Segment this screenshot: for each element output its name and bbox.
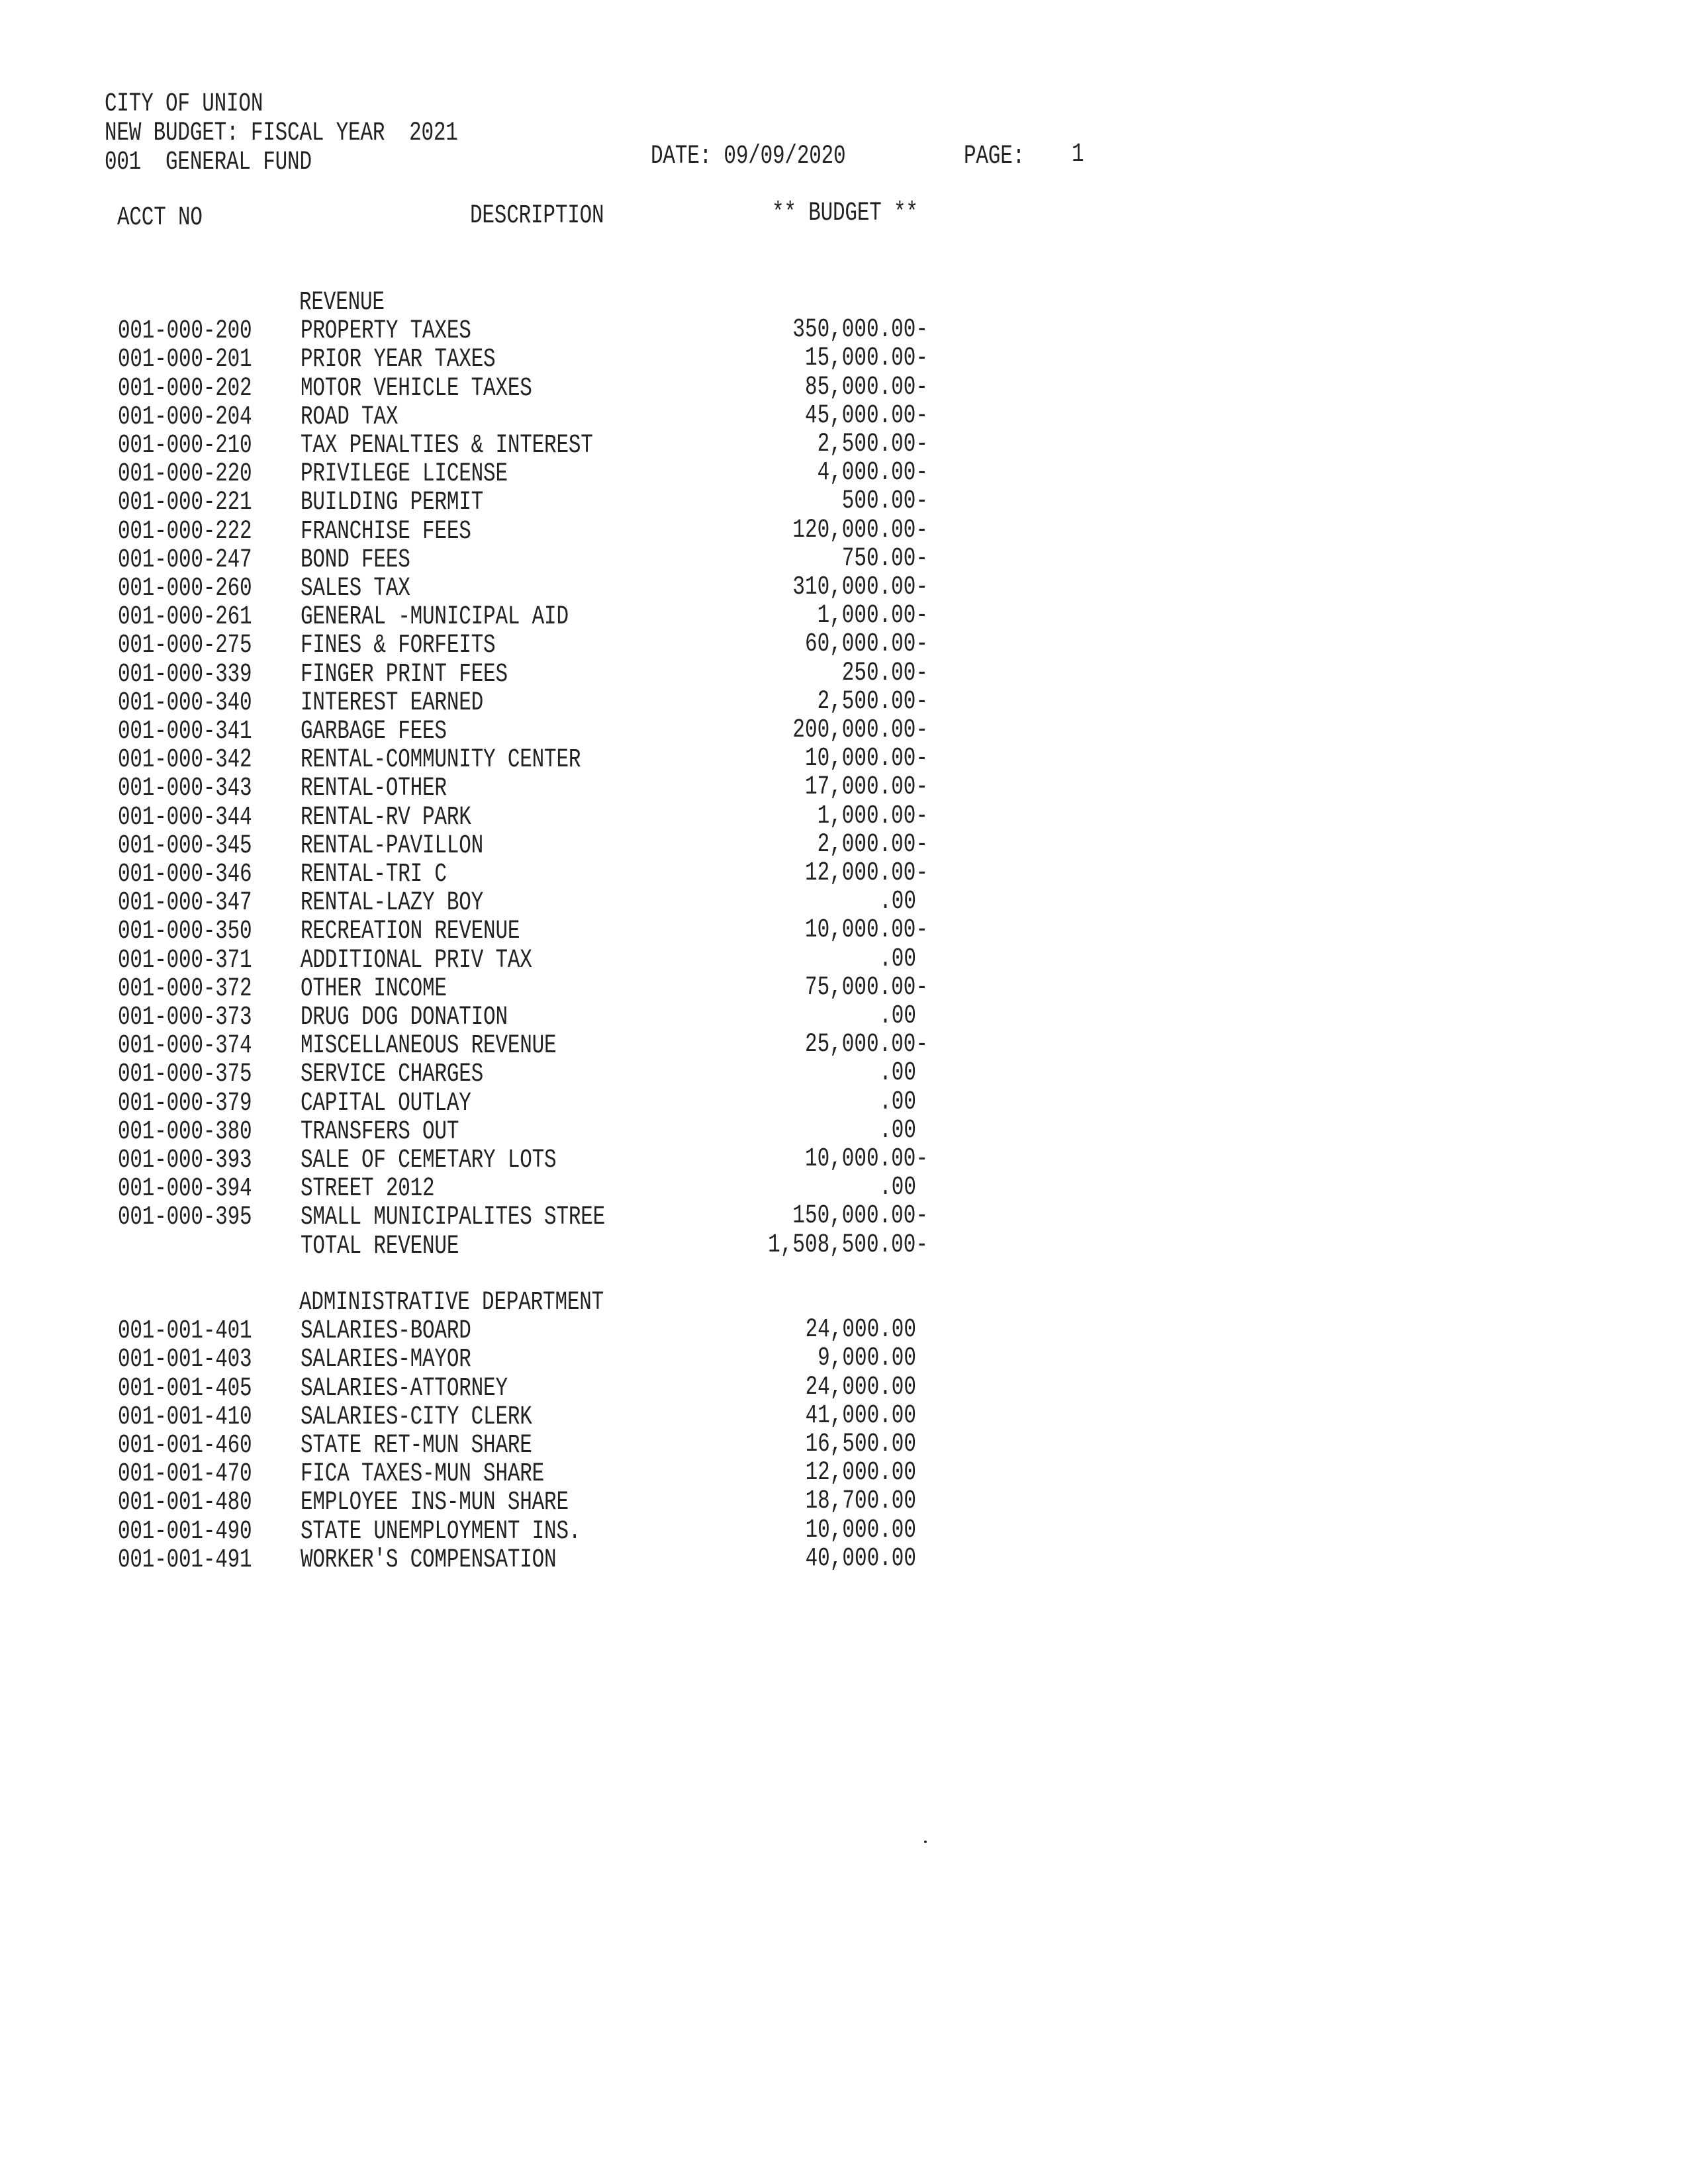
budget-amount: 120,000.00- <box>792 515 928 545</box>
account-number: 001-000-373 <box>118 1002 252 1033</box>
budget-amount: 9,000.00 <box>818 1343 916 1374</box>
account-number: 001-001-491 <box>118 1545 252 1575</box>
account-description: SALARIES-CITY CLERK <box>301 1402 532 1432</box>
budget-amount: 1,000.00- <box>817 801 928 831</box>
budget-amount: 350,000.00- <box>792 314 928 345</box>
account-number: 001-000-344 <box>118 802 252 833</box>
section-title: ADMINISTRATIVE DEPARTMENT <box>299 1287 604 1318</box>
account-description: TRANSFERS OUT <box>301 1116 459 1147</box>
budget-amount: 10,000.00 <box>805 1515 916 1545</box>
account-number: 001-000-347 <box>118 887 252 919</box>
budget-amount: .00 <box>879 886 916 917</box>
account-description: GENERAL -MUNICIPAL AID <box>301 602 569 633</box>
account-number: 001-000-220 <box>118 459 252 490</box>
account-description: PRIVILEGE LICENSE <box>301 459 508 490</box>
budget-amount: 2,500.00- <box>817 429 928 460</box>
account-number: 001-000-341 <box>118 716 252 747</box>
budget-amount: 4,000.00- <box>817 457 928 488</box>
account-number: 001-000-221 <box>118 487 252 518</box>
account-number: 001-000-350 <box>118 916 252 947</box>
budget-amount: .00 <box>879 1172 916 1203</box>
org-name: CITY OF UNION <box>105 89 263 120</box>
report-date: DATE: 09/09/2020 <box>651 141 846 172</box>
account-number: 001-001-403 <box>118 1344 252 1375</box>
column-header-budget: ** BUDGET ** <box>772 198 918 229</box>
account-description: SALE OF CEMETARY LOTS <box>301 1145 557 1176</box>
account-description: SALES TAX <box>301 573 410 604</box>
account-description: MOTOR VEHICLE TAXES <box>301 373 532 404</box>
account-number: 001-000-379 <box>118 1088 252 1118</box>
account-description: STATE UNEMPLOYMENT INS. <box>301 1516 581 1547</box>
account-description: TOTAL REVENUE <box>301 1231 459 1261</box>
budget-amount: 25,000.00- <box>804 1029 928 1060</box>
budget-amount: 15,000.00- <box>804 343 928 374</box>
account-number: 001-000-372 <box>118 974 252 1004</box>
budget-amount: 24,000.00 <box>805 1372 916 1402</box>
column-header-acct: ACCT NO <box>117 203 203 234</box>
stray-mark <box>924 1841 927 1843</box>
budget-amount: 2,000.00- <box>817 829 928 860</box>
account-description: ROAD TAX <box>301 402 399 432</box>
budget-amount: 60,000.00- <box>804 629 928 660</box>
budget-amount: 75,000.00- <box>804 972 928 1003</box>
budget-amount: 12,000.00- <box>804 858 928 889</box>
account-number: 001-000-342 <box>118 745 252 776</box>
account-description: SALARIES-BOARD <box>301 1316 471 1347</box>
account-number: 001-000-222 <box>118 516 252 547</box>
budget-amount: 1,508,500.00- <box>768 1230 928 1260</box>
account-description: WORKER'S COMPENSATION <box>301 1545 557 1575</box>
budget-amount: 41,000.00 <box>805 1400 916 1431</box>
account-number: 001-001-410 <box>118 1402 252 1432</box>
account-number: 001-000-260 <box>118 573 252 604</box>
account-description: OTHER INCOME <box>301 974 447 1004</box>
account-number: 001-000-371 <box>118 945 252 976</box>
account-description: PRIOR YEAR TAXES <box>301 344 496 375</box>
account-number: 001-000-395 <box>118 1202 252 1233</box>
fund-name: 001 GENERAL FUND <box>105 147 312 178</box>
account-description: GARBAGE FEES <box>301 716 447 747</box>
account-number: 001-000-375 <box>118 1059 252 1090</box>
account-number: 001-000-201 <box>118 344 252 375</box>
budget-amount: 12,000.00 <box>805 1457 916 1488</box>
account-number: 001-000-200 <box>118 316 252 347</box>
budget-amount: .00 <box>879 1115 916 1146</box>
account-description: FICA TAXES-MUN SHARE <box>301 1459 545 1490</box>
budget-amount: .00 <box>879 1058 916 1089</box>
account-number: 001-000-340 <box>118 688 252 718</box>
budget-amount: 17,000.00- <box>804 772 928 803</box>
budget-amount: 10,000.00- <box>804 743 928 774</box>
account-number: 001-001-490 <box>118 1516 252 1547</box>
account-number: 001-000-394 <box>118 1173 252 1205</box>
budget-amount: 45,000.00- <box>804 400 928 431</box>
account-number: 001-001-470 <box>118 1459 252 1490</box>
budget-amount: 250.00- <box>841 658 928 688</box>
budget-amount: 85,000.00- <box>804 372 928 402</box>
budget-amount: 40,000.00 <box>805 1543 916 1574</box>
budget-amount: 10,000.00- <box>804 1144 928 1175</box>
account-description: RENTAL-LAZY BOY <box>301 887 484 919</box>
account-description: ADDITIONAL PRIV TAX <box>301 945 532 976</box>
budget-amount: 16,500.00 <box>805 1429 916 1460</box>
account-number: 001-000-275 <box>118 630 252 661</box>
budget-amount: .00 <box>879 1087 916 1117</box>
account-number: 001-000-202 <box>118 373 252 404</box>
budget-amount: 750.00- <box>841 543 928 574</box>
account-description: RECREATION REVENUE <box>301 916 520 947</box>
account-description: SMALL MUNICIPALITES STREE <box>301 1202 606 1233</box>
account-description: BUILDING PERMIT <box>301 487 484 518</box>
budget-amount: 500.00- <box>841 486 928 517</box>
account-number: 001-000-261 <box>118 602 252 633</box>
account-description: MISCELLANEOUS REVENUE <box>301 1030 557 1062</box>
account-number: 001-000-210 <box>118 430 252 461</box>
account-description: RENTAL-COMMUNITY CENTER <box>301 745 581 776</box>
account-description: TAX PENALTIES & INTEREST <box>301 430 593 461</box>
page-number: 1 <box>1072 139 1084 170</box>
account-description: INTEREST EARNED <box>301 688 484 718</box>
page-label: PAGE: <box>964 141 1025 172</box>
account-number: 001-000-343 <box>118 773 252 804</box>
account-description: FRANCHISE FEES <box>301 516 471 547</box>
account-number: 001-000-374 <box>118 1030 252 1062</box>
account-description: RENTAL-TRI C <box>301 859 447 890</box>
account-description: STATE RET-MUN SHARE <box>301 1430 532 1461</box>
account-description: RENTAL-RV PARK <box>301 802 471 833</box>
budget-amount: .00 <box>879 944 916 974</box>
account-number: 001-000-345 <box>118 831 252 861</box>
account-number: 001-001-401 <box>118 1316 252 1347</box>
account-number: 001-000-380 <box>118 1116 252 1147</box>
account-description: FINES & FORFEITS <box>301 630 496 661</box>
account-number: 001-000-204 <box>118 402 252 432</box>
account-number: 001-000-393 <box>118 1145 252 1176</box>
budget-amount: 18,700.00 <box>805 1486 916 1517</box>
budget-amount: .00 <box>879 1001 916 1032</box>
account-description: SALARIES-ATTORNEY <box>301 1373 508 1404</box>
account-description: RENTAL-PAVILLON <box>301 831 484 861</box>
budget-amount: 200,000.00- <box>792 715 928 746</box>
column-header-description: DESCRIPTION <box>470 201 604 232</box>
account-number: 001-000-247 <box>118 545 252 575</box>
account-description: DRUG DOG DONATION <box>301 1002 508 1033</box>
account-description: SALARIES-MAYOR <box>301 1344 471 1375</box>
account-description: FINGER PRINT FEES <box>301 659 508 690</box>
account-number: 001-000-339 <box>118 659 252 690</box>
account-number: 001-001-460 <box>118 1430 252 1461</box>
account-description: SERVICE CHARGES <box>301 1059 484 1090</box>
section-title: REVENUE <box>299 287 385 318</box>
account-number: 001-001-405 <box>118 1373 252 1404</box>
account-description: PROPERTY TAXES <box>301 316 471 347</box>
account-description: EMPLOYEE INS-MUN SHARE <box>301 1487 569 1518</box>
account-description: STREET 2012 <box>301 1173 435 1205</box>
budget-amount: 1,000.00- <box>817 600 928 631</box>
report-title: NEW BUDGET: FISCAL YEAR 2021 <box>105 118 458 149</box>
budget-amount: 150,000.00- <box>792 1201 928 1232</box>
account-description: BOND FEES <box>301 545 410 575</box>
budget-amount: 10,000.00- <box>804 915 928 946</box>
budget-amount: 24,000.00 <box>805 1314 916 1345</box>
account-number: 001-001-480 <box>118 1487 252 1518</box>
budget-amount: 2,500.00- <box>817 686 928 717</box>
account-description: CAPITAL OUTLAY <box>301 1088 471 1118</box>
budget-amount: 310,000.00- <box>792 572 928 603</box>
account-description: RENTAL-OTHER <box>301 773 447 804</box>
account-number: 001-000-346 <box>118 859 252 890</box>
